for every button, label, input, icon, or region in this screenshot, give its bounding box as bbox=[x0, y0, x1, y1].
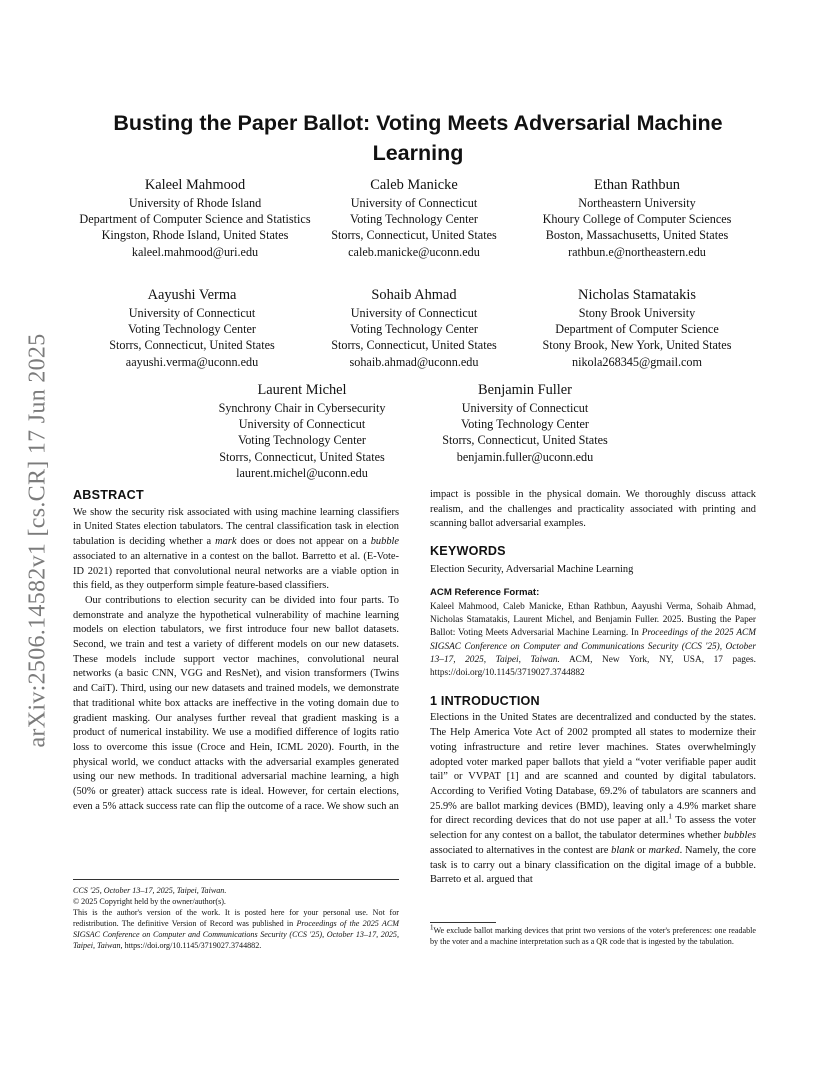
author-affiliation: Storrs, Connecticut, United States bbox=[442, 433, 608, 448]
author-affiliation: Khoury College of Computer Sciences bbox=[542, 212, 732, 227]
author-affiliation: Stony Brook University bbox=[578, 306, 696, 320]
copyright-line: © 2025 Copyright held by the owner/author(s). bbox=[73, 897, 226, 907]
acm-reference-heading: ACM Reference Format: bbox=[430, 586, 540, 598]
author-email: rathbun.e@northeastern.edu bbox=[568, 244, 706, 259]
author-affiliation: University of Connecticut bbox=[461, 401, 589, 415]
author-email: kaleel.mahmood@uri.edu bbox=[131, 244, 259, 259]
abstract-continuation: impact is possible in the physical domain. We thoroughly discuss attack realism, and the challenges and practicality associated with printing and scanning ballot adversarial examples. bbox=[430, 489, 756, 530]
copyright-footnote bbox=[73, 885, 399, 952]
author-affiliation: Storrs, Connecticut, United States bbox=[219, 449, 385, 464]
acm-reference-text: Kaleel Mahmood, Caleb Manicke, Ethan Rathbun, Aayushi Verma, Sohaib Ahmad, Nicholas Stamatakis, Laurent Michel, and Benjamin Fuller. 2025. Busting the Paper Ballot: Voting Meets Adversarial Machine Learning. In Proceedings of the 2025 ACM SIGSAC Conference on Computer and Communications Security (CCS '25), October 13–17, 2025, Taipei, Taiwan. ACM, New York, NY, USA, 17 pages. https://doi.org/10.1145/3719027.3744882 bbox=[430, 602, 756, 678]
author-name: Sohaib Ahmad bbox=[371, 287, 457, 303]
author-block-5 bbox=[299, 286, 529, 370]
author-affiliation: Synchrony Chair in Cybersecurity bbox=[218, 401, 386, 415]
footnote-divider-left bbox=[73, 879, 399, 880]
right-column bbox=[430, 488, 756, 888]
author-name: Ethan Rathbun bbox=[594, 177, 680, 193]
author-affiliation: Voting Technology Center bbox=[349, 212, 478, 227]
author-affiliation: University of Connecticut bbox=[350, 306, 478, 320]
introduction-paragraph: Elections in the United States are decentralized and conducted by the states. The Help America Vote Act of 2002 prompted all states to modernize their voting infrastructure and retire lever machines. States overwhelmingly adopted voter marked paper ballots that yield a “voter verifiable paper audit tail” or VVPAT [1] and are scanned and counted by digital tabulators. According to Verified Voting Database, 69.2% of tabulators are scanners and 25.9% are ballot marking devices (BMD), leaving only a 4.9% market share for direct recording devices that do not use paper at all.$^1$ To assess the voter selection for any contest on a ballot, the tabulator determines whether bubbles associated to alternatives in the contest are blank or marked. Namely, the core task is to carry out a binary classification on the digital image of a bubble. Barreto et al. argued that bbox=[430, 712, 757, 886]
author-affiliation: Department of Computer Science and Statistics bbox=[79, 212, 311, 227]
keywords-text: Election Security, Adversarial Machine Learning bbox=[430, 563, 634, 575]
author-name: Nicholas Stamatakis bbox=[578, 287, 696, 303]
author-name: Caleb Manicke bbox=[370, 177, 458, 193]
author-name: Aayushi Verma bbox=[147, 287, 237, 303]
arxiv-id-text: arXiv:2506.14582v1 [cs.CR] 17 Jun 2025 bbox=[24, 332, 51, 748]
author-block-3 bbox=[522, 176, 752, 260]
keywords-heading: KEYWORDS bbox=[430, 544, 506, 559]
author-affiliation: Voting Technology Center bbox=[460, 417, 589, 432]
author-affiliation: Voting Technology Center bbox=[237, 433, 366, 448]
abstract-paragraph-1: We show the security risk associated with using machine learning classifiers in United States election tabulators. The central classification task in election tabulation is deciding whether a mark does or does not appear on a bubble associated to an alternative in a contest on the ballot. Barretto et al. (E-Vote-ID 2021) reported that convolutional neural networks are a viable option in this field, as they outperform simple feature-based classifiers. bbox=[73, 506, 400, 592]
author-affiliation: University of Connecticut bbox=[350, 196, 478, 210]
author-block-4 bbox=[77, 286, 307, 370]
footnote-divider-right bbox=[430, 922, 496, 923]
author-email: nikola268345@gmail.com bbox=[571, 354, 703, 369]
author-affiliation: Boston, Massachusetts, United States bbox=[545, 228, 729, 243]
author-name: Laurent Michel bbox=[257, 382, 347, 398]
author-affiliation: Kingston, Rhode Island, United States bbox=[101, 228, 289, 243]
author-version-note: This is the author's version of the work. It is posted here for your personal use. Not for redistribution. The definitive Version of Record was published in Proceedings of the 2025 ACM SIGSAC Conference on Computer and Communications Security (CCS '25), October 13–17, 2025, Taipei, Taiwan, https://doi.org/10.1145/3719027.3744882. bbox=[73, 908, 399, 951]
author-affiliation: Storrs, Connecticut, United States bbox=[331, 338, 497, 353]
author-email: sohaib.ahmad@uconn.edu bbox=[349, 354, 479, 369]
author-block-6 bbox=[522, 286, 752, 370]
author-block-8 bbox=[410, 381, 640, 465]
author-email: laurent.michel@uconn.edu bbox=[236, 465, 368, 480]
author-email: benjamin.fuller@uconn.edu bbox=[456, 449, 594, 464]
author-affiliation: Storrs, Connecticut, United States bbox=[331, 228, 497, 243]
author-email: caleb.manicke@uconn.edu bbox=[348, 244, 480, 259]
author-affiliation: Stony Brook, New York, United States bbox=[542, 338, 732, 353]
venue-line: CCS '25, October 13–17, 2025, Taipei, Taiwan. bbox=[73, 886, 227, 895]
footnote-number: 1 bbox=[430, 923, 434, 932]
author-affiliation: Storrs, Connecticut, United States bbox=[109, 338, 275, 353]
author-affiliation: Voting Technology Center bbox=[127, 322, 256, 337]
author-affiliation: Northeastern University bbox=[578, 196, 696, 210]
author-block-7 bbox=[187, 381, 417, 481]
abstract-paragraph-2: Our contributions to election security can be divided into four parts. To demonstrate and analyze the hypothetical vulnerability of machine learning models on election tabulators, we first introduce four new ballot datasets. Second, we train and test a variety of different models on our new datasets. These models include support vector machines, convolutional neural networks (a basic CNN, VGG and ResNet), and vision transformers (Twins and CaiT). Third, using our new datasets and trained models, we demonstrate that traditional white box attacks are ineffective in the voting domain due to gradient masking. Our analyses further reveal that gradient masking is a product of numerical instability. We use a modified difference of logits ratio loss to overcome this issue (Croce and Hein, ICML 2020). Fourth, in the physical world, we conduct attacks with the adversarial examples generated using our new methods. In traditional adversarial machine learning, a high (50% or greater) attack success rate is ideal. However, for certain elections, even a 5% attack success rate can flip the outcome of a race. We show such an bbox=[73, 594, 399, 812]
footnote-marker: 1 bbox=[668, 812, 672, 821]
author-block-1 bbox=[77, 176, 313, 260]
author-name: Kaleel Mahmood bbox=[144, 177, 246, 193]
introduction-heading: 1 INTRODUCTION bbox=[430, 693, 540, 708]
author-name: Benjamin Fuller bbox=[478, 382, 572, 398]
author-email: aayushi.verma@uconn.edu bbox=[125, 354, 259, 369]
author-affiliation: University of Rhode Island bbox=[128, 196, 262, 210]
author-affiliation: Voting Technology Center bbox=[349, 322, 478, 337]
author-affiliation: Department of Computer Science bbox=[555, 322, 719, 337]
paper-title: Busting the Paper Ballot: Voting Meets Adversarial Machine Learning bbox=[113, 111, 723, 165]
footnote-text: We exclude ballot marking devices that print two versions of the voter's preferences: one readable by the voter and a machine interpretation such as a QR code that is ingested by the tabulation. bbox=[430, 926, 756, 947]
author-affiliation: University of Connecticut bbox=[128, 306, 256, 320]
footnote-1 bbox=[430, 925, 756, 947]
abstract-section bbox=[73, 488, 399, 814]
author-affiliation: University of Connecticut bbox=[238, 417, 366, 432]
arxiv-identifier-stamp bbox=[22, 300, 54, 780]
abstract-heading: ABSTRACT bbox=[73, 488, 144, 502]
author-block-2 bbox=[299, 176, 529, 260]
